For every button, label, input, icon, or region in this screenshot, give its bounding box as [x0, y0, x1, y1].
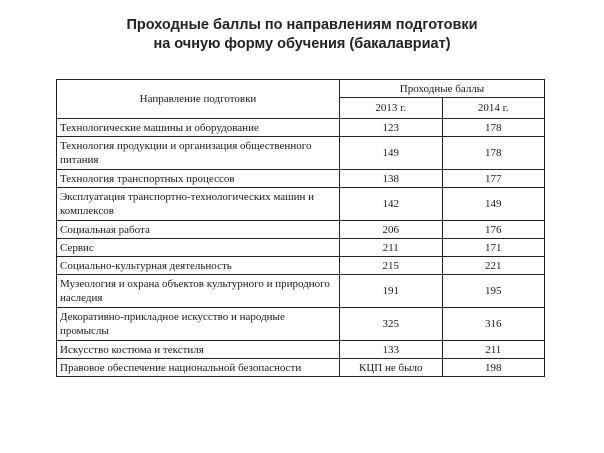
direction-name-cell: Сервис [57, 239, 340, 257]
score-2014-cell: 178 [442, 137, 545, 170]
table-row [57, 359, 545, 377]
score-2013-cell: 206 [339, 221, 442, 239]
direction-name-cell: Музеология и охрана объектов культурного и природного наследия [57, 275, 340, 308]
table-header [57, 80, 545, 119]
title-line-1: Проходные баллы по направлениям подготовки [126, 17, 478, 33]
score-2014-cell: 177 [442, 170, 545, 188]
direction-name-cell: Эксплуатация транспортно-технологических машин и комплексов [57, 188, 340, 221]
direction-name-cell: Социально-культурная деятельность [57, 257, 340, 275]
score-2014-cell: 195 [442, 275, 545, 308]
table-row [57, 137, 545, 170]
table-row [57, 257, 545, 275]
direction-name-cell: Технология транспортных процессов [57, 170, 340, 188]
direction-name-cell: Технология продукции и организация общественного питания [57, 137, 340, 170]
direction-column-header: Направление подготовки [57, 80, 340, 119]
score-2014-cell: 221 [442, 257, 545, 275]
score-2013-cell: 325 [339, 308, 442, 341]
score-2013-cell: 133 [339, 341, 442, 359]
score-2014-cell: 149 [442, 188, 545, 221]
score-2014-cell: 316 [442, 308, 545, 341]
score-2013-cell: 215 [339, 257, 442, 275]
year-2013-header: 2013 г. [339, 98, 442, 119]
score-2014-cell: 176 [442, 221, 545, 239]
table-row [57, 341, 545, 359]
direction-name-cell: Технологические машины и оборудование [57, 119, 340, 137]
table-row [57, 308, 545, 341]
score-2014-cell: 198 [442, 359, 545, 377]
score-2013-cell: 123 [339, 119, 442, 137]
score-2013-cell: КЦП не было [339, 359, 442, 377]
direction-name-cell: Правовое обеспечение национальной безопасности [57, 359, 340, 377]
table-row [57, 221, 545, 239]
year-2014-header: 2014 г. [442, 98, 545, 119]
table-row [57, 119, 545, 137]
score-2013-cell: 149 [339, 137, 442, 170]
table-row [57, 170, 545, 188]
score-2014-cell: 171 [442, 239, 545, 257]
score-2013-cell: 138 [339, 170, 442, 188]
direction-name-cell: Искусство костюма и текстиля [57, 341, 340, 359]
direction-name-cell: Декоративно-прикладное искусство и народные промыслы [57, 308, 340, 341]
table-row [57, 239, 545, 257]
table-body [57, 119, 545, 377]
score-2013-cell: 211 [339, 239, 442, 257]
direction-name-cell: Социальная работа [57, 221, 340, 239]
table-row [57, 275, 545, 308]
score-2014-cell: 211 [442, 341, 545, 359]
page-title [0, 16, 604, 54]
table-row [57, 188, 545, 221]
score-2014-cell: 178 [442, 119, 545, 137]
score-2013-cell: 142 [339, 188, 442, 221]
header-row-top [57, 80, 545, 98]
passing-scores-table [56, 79, 545, 377]
score-2013-cell: 191 [339, 275, 442, 308]
scores-column-header: Проходные баллы [339, 80, 544, 98]
title-line-2: на очную форму обучения (бакалавриат) [153, 36, 451, 52]
